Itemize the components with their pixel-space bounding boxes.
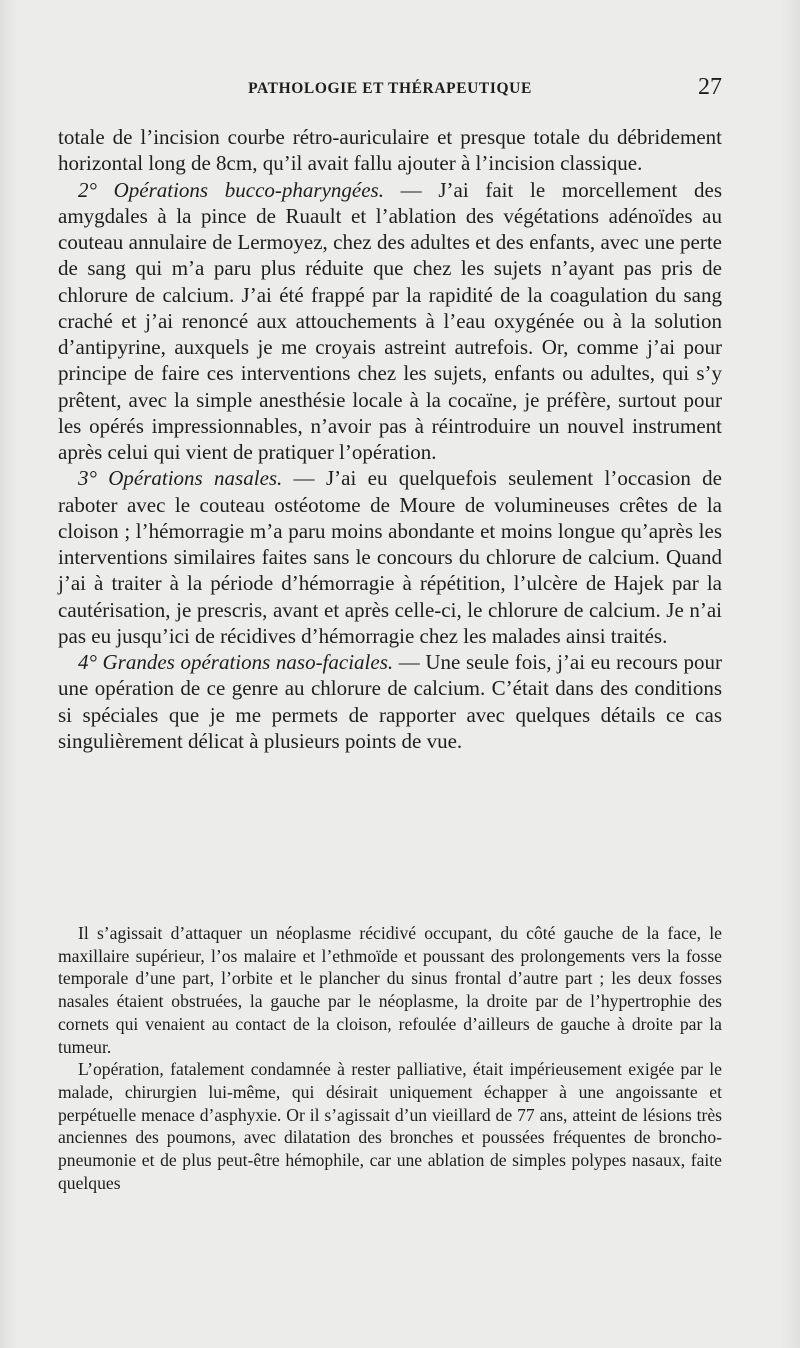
running-head-title: PATHOLOGIE ET THÉRAPEUTIQUE [248, 80, 532, 97]
paragraph-text: — J’ai fait le morcellement des amygdales à la pince de Ruault et l’ablation des végétations adénoïdes au couteau annulaire de Lermoyez, chez des adultes et des enfants, avec une perte de sang qui m’a paru plus réduite que chez les sujets n’ayant pas pris de chlorure de calcium. J’ai été frappé par la rapidité de la coagulation du sang craché et j’ai renoncé aux attouchements à l’eau oxygénée ou à la solution d’antipyrine, auxquels je me croyais astreint autrefois. Or, comme j’ai pour principe de faire ces interventions chez les sujets, enfants ou adultes, qui s’y prêtent, avec la simple anesthésie locale à la cocaïne, je préfère, surtout pour les opérés impressionnables, n’avoir pas à réintroduire un nouvel instrument après celui qui vient de pratiquer l’opération. [58, 177, 722, 464]
paragraph-naso-facial [58, 649, 722, 754]
running-head [58, 74, 722, 104]
case-paragraph: Il s’agissait d’attaquer un néoplasme récidivé occupant, du côté gauche de la face, le maxillaire supérieur, l’os malaire et l’ethmoïde et poussant des prolongements vers la fosse temporale d’une part, l’orbite et le plancher du sinus frontal d’autre part ; les deux fosses nasales étaient obstruées, la gauche par le néoplasme, la droite par de l’hypertrophie des cornets qui venaient au contact de la cloison, refoulée d’ailleurs de gauche à droite par la tumeur. [58, 923, 722, 1057]
paragraph-bucco-pharyngeal [58, 177, 722, 466]
case-report [58, 922, 722, 1194]
paragraph-nasal [58, 465, 722, 649]
paragraph-text: totale de l’incision courbe rétro-auriculaire et presque totale du débridement horizontal long de 8cm, qu’il avait fallu ajouter à l’incision classique. [58, 125, 722, 176]
case-paragraph: L’opération, fatalement condamnée à rester palliative, était impérieusement exigée par le malade, chirurgien lui-même, qui désirait uniquement échapper à une angoissante et perpétuelle menace d’asphyxie. Or il s’agissait d’un vieillard de 77 ans, atteint de lésions très anciennes des poumons, avec dilatation des bronches et poussées fréquentes de broncho-pneumonie et de plus peut-être hémophile, car une ablation de simples polypes nasaux, faite quelques [58, 1059, 722, 1193]
section-lead: 4° Grandes opérations naso-faciales. [78, 650, 394, 674]
main-text [58, 124, 722, 754]
paragraph-text: — J’ai eu quelquefois seulement l’occasion de raboter avec le couteau ostéotome de Moure de volumineuses crêtes de la cloison ; l’hémorragie m’a paru moins abondante et moins longue qu’après les interventions similaires faites sans le concours du chlorure de calcium. Quand j’ai à traiter à la période d’hémorragie à répétition, l’ulcère de Hajek par la cautérisation, je prescris, avant et après celle-ci, le chlorure de calcium. Je n’ai pas eu jusqu’ici de récidives d’hémorragie chez les malades ainsi traités. [58, 466, 722, 648]
section-lead: 3° Opérations nasales. [78, 466, 283, 491]
paragraph-text: — Une seule fois, j’ai eu recours pour une opération de ce genre au chlorure de calcium. C’était dans des conditions si spéciales que je me permets de rapporter avec quelques détails ce cas singulièrement délicat à plusieurs points de vue. [58, 650, 723, 753]
paragraph-continuation [58, 124, 722, 177]
section-lead: 2° Opérations bucco-pharyngées. [78, 177, 384, 202]
page-number: 27 [698, 74, 722, 100]
